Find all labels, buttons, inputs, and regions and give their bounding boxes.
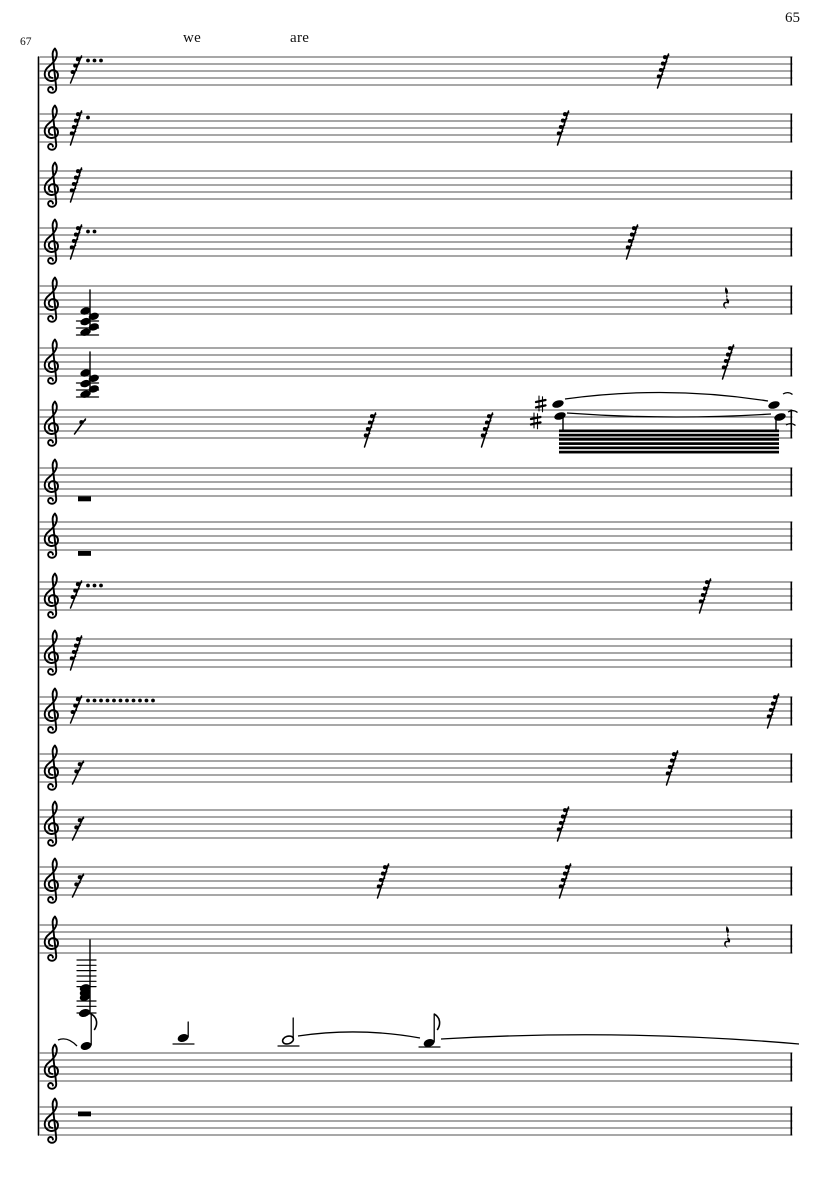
rest-dots	[86, 584, 103, 588]
staff-10	[40, 574, 792, 618]
barline	[791, 1053, 793, 1082]
tie-arc	[58, 1039, 77, 1046]
tie-arc	[441, 1035, 799, 1044]
half-note	[278, 1018, 299, 1046]
staff-18	[40, 1099, 792, 1143]
barline	[791, 582, 793, 611]
eighth-note	[80, 1014, 97, 1051]
eighth-flag	[91, 1014, 96, 1030]
lyric-we: we	[183, 30, 202, 46]
barline	[791, 468, 793, 497]
low-cluster-chord	[77, 940, 96, 1018]
tremolo-beam	[559, 438, 779, 441]
staff-6	[40, 340, 792, 399]
whole-rest-icon	[78, 1112, 91, 1117]
quarter-rest-icon	[724, 926, 730, 948]
barline	[791, 867, 793, 896]
barline	[791, 171, 793, 200]
staff-8	[40, 460, 792, 504]
staff-9	[40, 514, 792, 558]
rest-16th-icon	[73, 761, 84, 784]
staff-1	[40, 49, 792, 93]
staff-3	[40, 163, 792, 207]
barline	[791, 114, 793, 143]
tremolo-beam	[559, 434, 779, 437]
staff-13	[40, 746, 792, 790]
tie-arc	[567, 413, 771, 417]
barline	[791, 348, 793, 377]
tremolo-beam	[559, 430, 779, 433]
lv-tie-hook	[783, 393, 793, 395]
staff-16	[40, 917, 792, 1019]
quarter-note	[173, 1022, 194, 1044]
lv-tie-hook	[788, 411, 798, 413]
melody-line	[58, 1014, 799, 1051]
staff-15	[40, 859, 792, 903]
tie-arc	[565, 392, 768, 401]
barline	[791, 286, 793, 315]
rest-dots	[86, 59, 103, 63]
rest-32nd-icon	[71, 56, 82, 83]
sharp-icon	[531, 413, 541, 429]
rest-64th-icon	[481, 413, 493, 447]
staff-17	[40, 1014, 799, 1089]
rest-16th-icon	[73, 817, 84, 840]
rest-16th-icon	[73, 874, 84, 897]
staff-7	[40, 392, 798, 453]
rest-dots	[86, 230, 96, 234]
barline	[791, 754, 793, 783]
staff-5	[40, 278, 792, 337]
barline	[791, 810, 793, 839]
staff-11	[40, 631, 792, 675]
rest-64th-icon	[364, 413, 376, 447]
barline	[791, 697, 793, 726]
staff-2	[40, 106, 792, 150]
staff-12	[40, 689, 792, 733]
barline	[791, 57, 793, 86]
whole-rest-icon	[78, 497, 91, 502]
barline	[791, 925, 793, 954]
tie-arc	[298, 1032, 420, 1038]
measure-number: 67	[20, 36, 32, 48]
barline	[791, 228, 793, 257]
tremolo-dyad	[531, 392, 798, 453]
staff-4	[40, 220, 792, 264]
barline	[791, 639, 793, 668]
rest-dots	[86, 699, 155, 703]
rest-8th-icon	[75, 419, 86, 434]
lyric-are: are	[290, 30, 310, 46]
barline	[791, 1107, 793, 1136]
quarter-rest-icon	[723, 287, 729, 309]
whole-rest-icon	[78, 551, 91, 556]
tremolo-beam	[559, 442, 779, 445]
eighth-flag	[434, 1014, 439, 1030]
tremolo-beam	[559, 451, 779, 454]
eighth-note	[419, 1014, 440, 1048]
sharp-icon	[536, 396, 546, 412]
staff-14	[40, 802, 792, 846]
rest-32nd-icon	[71, 696, 82, 723]
tremolo-beam	[559, 447, 779, 450]
page-number: 65	[785, 10, 800, 26]
barline	[791, 522, 793, 551]
rest-dots	[86, 116, 90, 120]
rest-32nd-icon	[71, 581, 82, 608]
